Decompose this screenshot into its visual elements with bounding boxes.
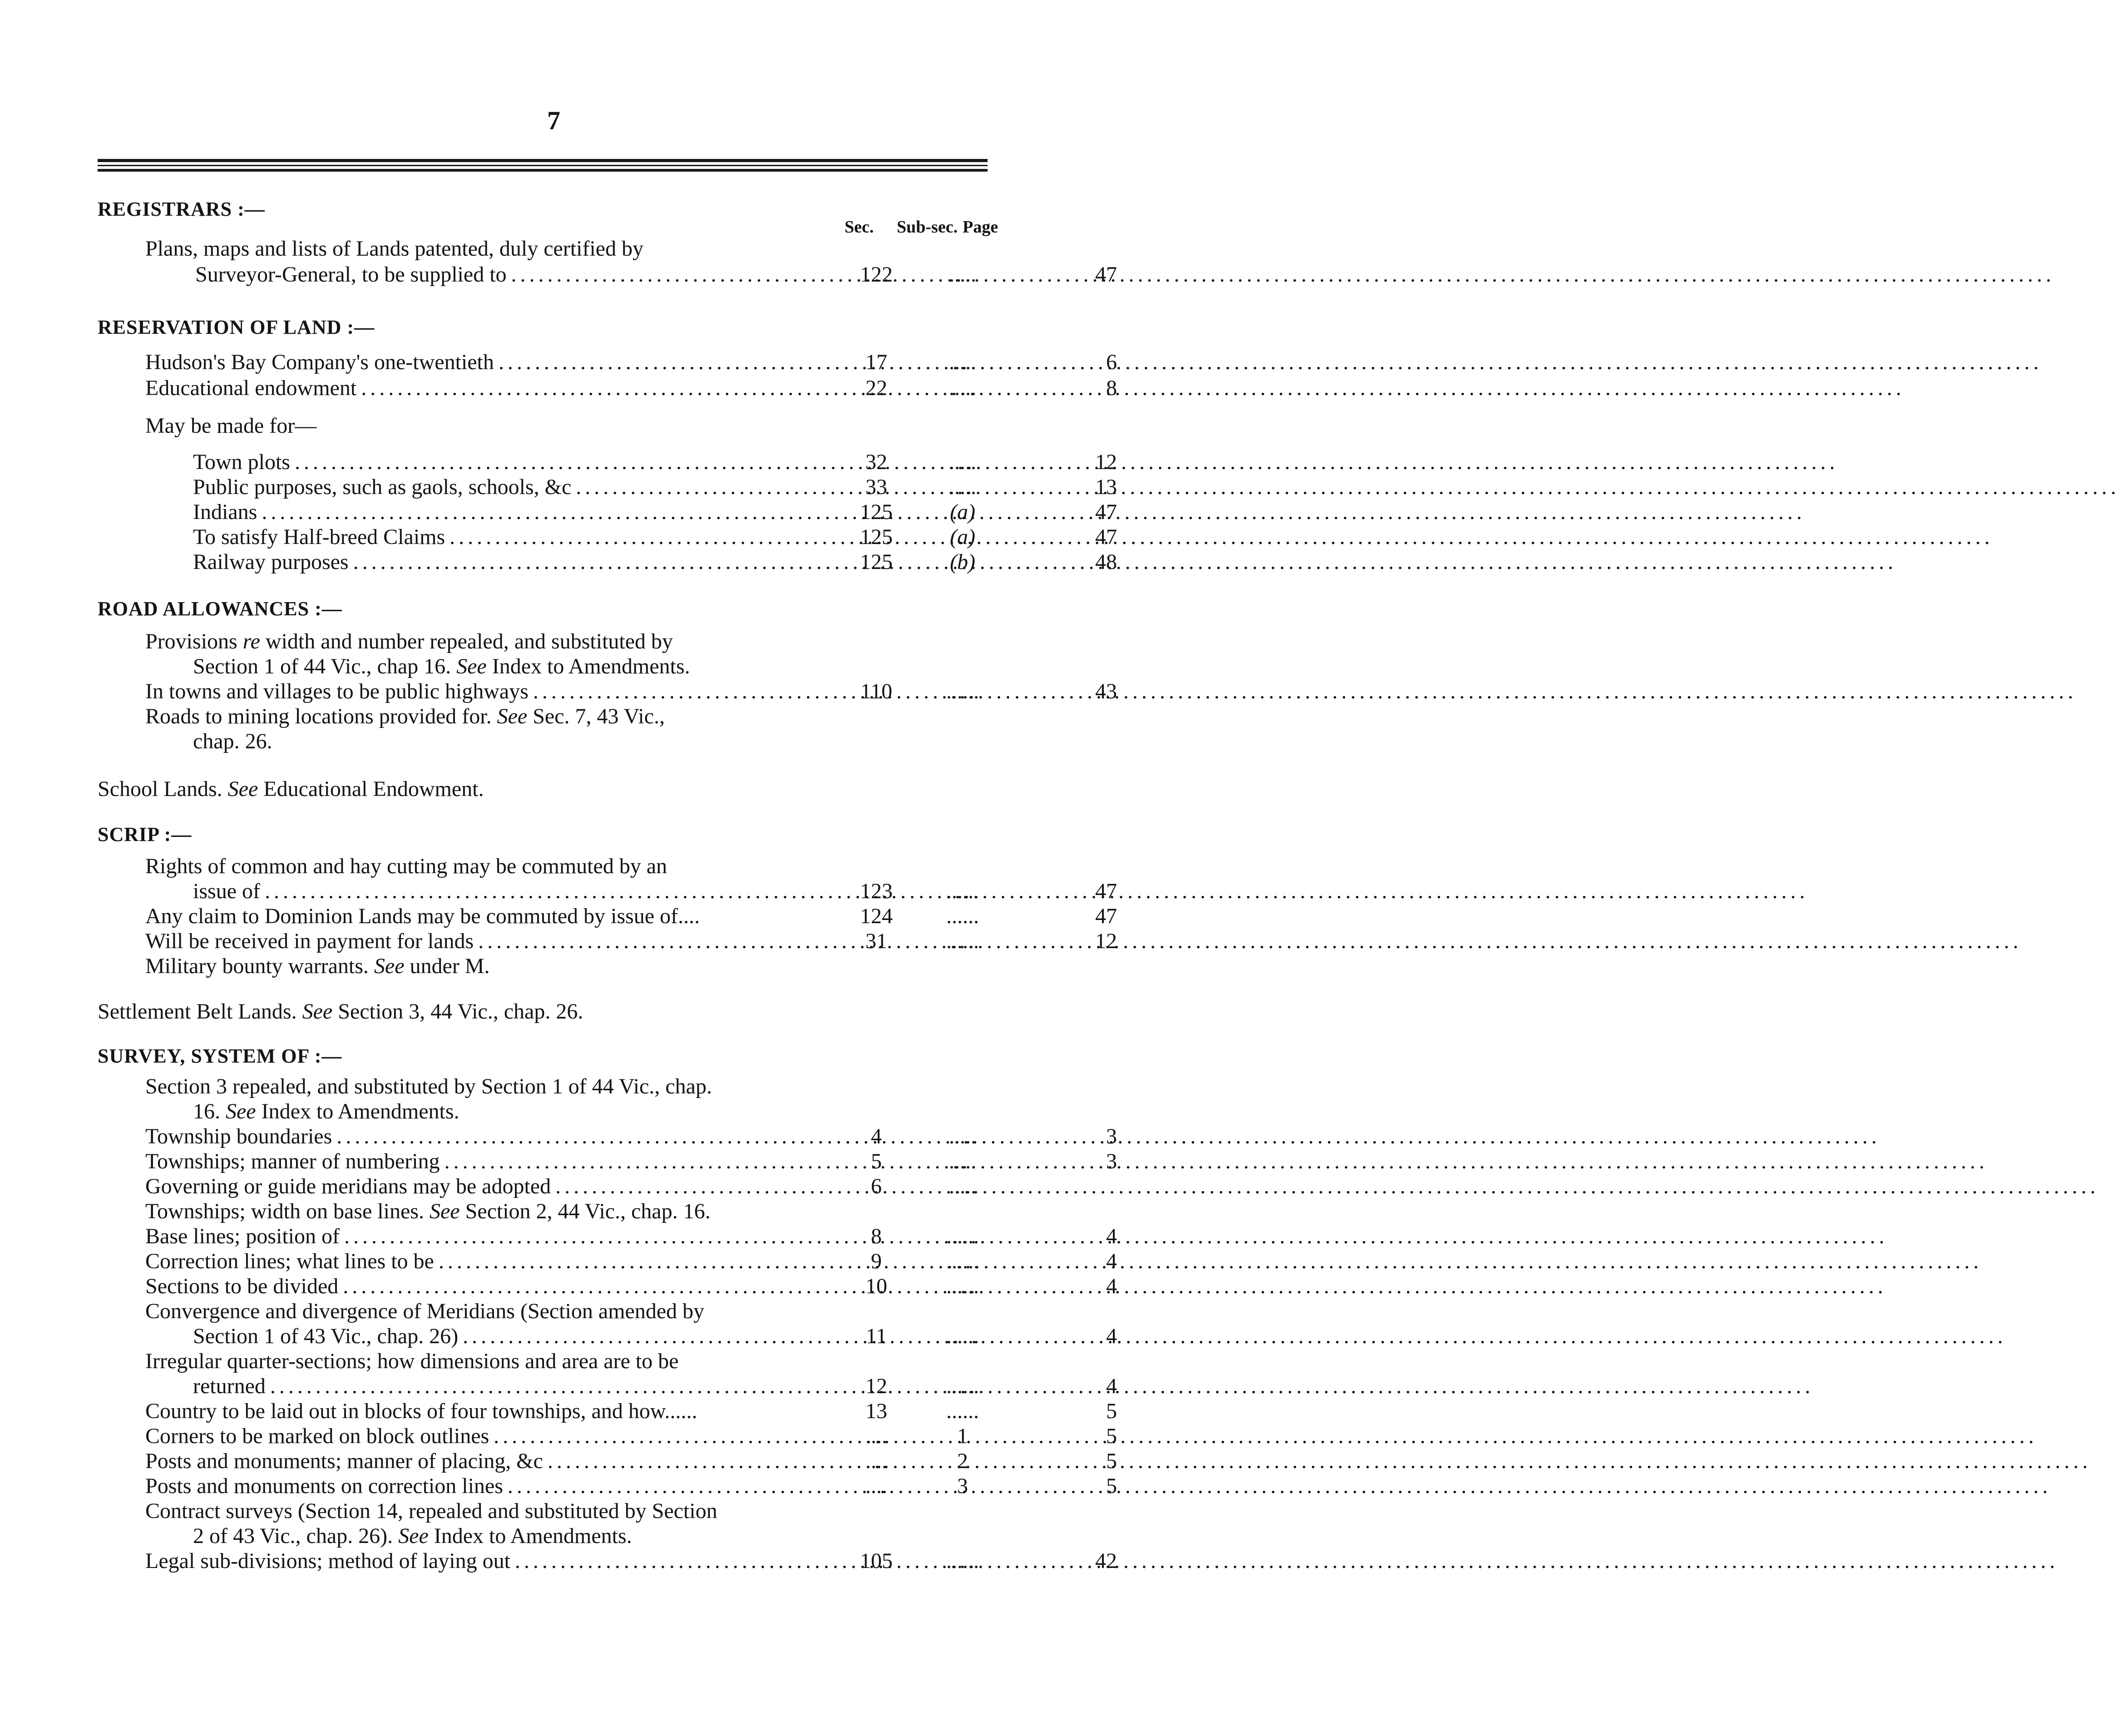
entry-page: 5: [1106, 1399, 1117, 1423]
entry-text: Governing or guide meridians may be adopted . . .: [145, 1174, 838, 1199]
may-be-made-label: May be made for—: [145, 414, 317, 438]
entry-sec: 6: [871, 1174, 882, 1198]
entry-text: Township boundaries . . .: [145, 1124, 838, 1149]
entry-sub: ......: [946, 1249, 979, 1273]
entry-sub: ......: [946, 679, 979, 703]
entry-sub: .....: [949, 350, 976, 374]
entry-sub: ......: [946, 1399, 979, 1423]
col-subsec-header: Sub-sec.: [897, 218, 958, 237]
entry-text: To satisfy Half-breed Claims . . .: [193, 524, 838, 549]
text: Sec. 7, 43 Vic.,: [527, 704, 665, 728]
entry-sub: .....: [949, 1149, 976, 1173]
entry-page: 43: [1095, 679, 1117, 703]
entry-page: 6: [1106, 350, 1117, 374]
settlement-entry: [98, 999, 583, 1024]
entry-text: Posts and monuments; manner of placing, &c . . .: [145, 1449, 838, 1474]
survey-heading: SURVEY, SYSTEM OF :—: [98, 1045, 342, 1067]
col-sec-header: Sec.: [845, 218, 874, 237]
entry-sec: ....: [865, 1424, 887, 1448]
text: Section 1 of 44 Vic., chap 16.: [193, 654, 457, 678]
entry-page: 12: [1095, 450, 1117, 474]
registrars-heading: REGISTRARS :—: [98, 198, 265, 220]
road-mining-line2: chap. 26.: [193, 729, 272, 753]
page-number: 7: [547, 106, 560, 135]
entry-page: 4: [1106, 1274, 1117, 1298]
entry-page: 12: [1095, 929, 1117, 953]
entry-sub: ......: [946, 1274, 979, 1298]
entry-text: Will be received in payment for lands . . .: [145, 929, 838, 954]
entry-page: 4: [1106, 1249, 1117, 1273]
rule-top: [98, 159, 988, 162]
entry-sec: 33: [865, 475, 887, 499]
entry-page: 42: [1095, 1549, 1117, 1573]
entry-page: 48: [1095, 550, 1117, 574]
text-italic: See: [374, 954, 405, 978]
entry-sec: 13: [865, 1399, 887, 1423]
entry-text: Legal sub-divisions; method of laying out . . .: [145, 1548, 838, 1573]
entry-sub: 1: [957, 1424, 968, 1448]
entry-page: 47: [1095, 262, 1117, 287]
survey-sec3-line1: Section 3 repealed, and substituted by Section 1 of 44 Vic., chap.: [145, 1074, 712, 1098]
road-provisions-line1: [145, 629, 673, 654]
entry-sec: 8: [871, 1224, 882, 1248]
entry-sec: 123: [860, 879, 893, 903]
entry-page: 47: [1095, 525, 1117, 549]
entry-text: Correction lines; what lines to be . . .: [145, 1249, 838, 1274]
school-lands-entry: [98, 777, 484, 801]
entry-page: 47: [1095, 879, 1117, 903]
text: Educational Endowment.: [258, 777, 484, 801]
entry-page: 4: [1106, 1224, 1117, 1248]
entry-text: Sections to be divided . . .: [145, 1274, 838, 1299]
registrars-line1: Plans, maps and lists of Lands patented, duly certified by: [145, 237, 644, 261]
entry-page: 4: [1106, 1324, 1117, 1348]
text-italic: See: [302, 999, 333, 1024]
entry-text: returned . . .: [193, 1374, 838, 1399]
text-italic: See: [226, 1099, 256, 1123]
entry-sec: 31: [865, 929, 887, 953]
entry-sub: .....: [949, 475, 976, 499]
entry-sec: ....: [865, 1449, 887, 1473]
road-allowances-heading: ROAD ALLOWANCES :—: [98, 598, 342, 620]
text: Section 2, 44 Vic., chap. 16.: [460, 1199, 711, 1223]
text-italic: re: [242, 629, 260, 653]
text: 2 of 43 Vic., chap. 26).: [193, 1524, 399, 1548]
entry-sub: ......: [946, 1224, 979, 1248]
entry-text: Surveyor-General, to be supplied to . . .: [195, 262, 838, 287]
entry-page: 3: [1106, 1149, 1117, 1173]
entry-sec: 110: [860, 679, 893, 703]
survey-irregular-line1: Irregular quarter-sections; how dimensions and area are to be: [145, 1349, 679, 1373]
entry-sec: 12: [865, 1374, 887, 1398]
entry-sub: ......: [946, 1549, 979, 1573]
entry-text: Hudson's Bay Company's one-twentieth . . .: [145, 350, 838, 375]
entry-sec: 125: [860, 525, 893, 549]
text: 16.: [193, 1099, 226, 1123]
road-provisions-line2: [193, 654, 690, 679]
col-page-header: Page: [963, 218, 998, 237]
entry-page: 4: [1106, 1374, 1117, 1398]
survey-width-entry: [145, 1199, 711, 1224]
entry-text: Corners to be marked on block outlines . . .: [145, 1424, 838, 1449]
scrip-rights-line1: Rights of common and hay cutting may be commuted by an: [145, 854, 667, 878]
text-italic: See: [429, 1199, 460, 1223]
rule-middle: [98, 165, 988, 166]
entry-sec: 22: [865, 376, 887, 400]
entry-sub: ......: [946, 879, 979, 903]
entry-text: issue of . . .: [193, 879, 838, 904]
entry-sec: 17: [865, 350, 887, 374]
survey-contract-line1: Contract surveys (Section 14, repealed and substituted by Section: [145, 1499, 717, 1523]
entry-sub: 2: [957, 1449, 968, 1473]
entry-text: Indians . . .: [193, 500, 838, 524]
text-italic: See: [398, 1524, 429, 1548]
entry-sec: 9: [871, 1249, 882, 1273]
text: Military bounty warrants.: [145, 954, 374, 978]
entry-page: 5: [1106, 1424, 1117, 1448]
entry-text: Posts and monuments on correction lines . . .: [145, 1474, 838, 1499]
entry-sec: 5: [871, 1149, 882, 1173]
entry-sub: .....: [949, 262, 976, 287]
road-mining-line1: [145, 704, 665, 729]
entry-sub: (b): [950, 550, 975, 574]
entry-sec: 122: [860, 262, 893, 287]
entry-text: Railway purposes . . .: [193, 549, 838, 574]
entry-page: 5: [1106, 1474, 1117, 1498]
entry-sec: 105: [860, 1549, 893, 1573]
text: under M.: [404, 954, 490, 978]
text: Section 3, 44 Vic., chap. 26.: [332, 999, 583, 1024]
entry-sub: ......: [946, 1324, 979, 1348]
entry-sec: 11: [865, 1324, 887, 1348]
text: Index to Amendments.: [256, 1099, 460, 1123]
entry-page: 13: [1095, 475, 1117, 499]
entry-text: Any claim to Dominion Lands may be commuted by issue of....: [145, 904, 700, 928]
entry-sec: ....: [865, 1474, 887, 1498]
entry-page: 5: [1106, 1449, 1117, 1473]
entry-text: Townships; manner of numbering . . .: [145, 1149, 838, 1174]
text: Index to Amendments.: [486, 654, 690, 678]
text: Index to Amendments.: [428, 1524, 632, 1548]
reservation-heading: RESERVATION OF LAND :—: [98, 316, 375, 338]
entry-sub: .....: [949, 450, 976, 474]
entry-text: Town plots . . .: [193, 450, 838, 475]
entry-text: Country to be laid out in blocks of four townships, and how......: [145, 1399, 697, 1423]
entry-sec: 125: [860, 500, 893, 524]
text-italic: See: [456, 654, 487, 678]
entry-sub: ......: [946, 1374, 979, 1398]
entry-sec: 125: [860, 550, 893, 574]
text: Roads to mining locations provided for.: [145, 704, 497, 728]
entry-sec: 4: [871, 1124, 882, 1148]
entry-page: 47: [1095, 500, 1117, 524]
scrip-military: [145, 954, 489, 979]
entry-text: Public purposes, such as gaols, schools, &c . . .: [193, 475, 838, 500]
entry-sec: 32: [865, 450, 887, 474]
text-italic: See: [227, 777, 258, 801]
scrip-heading: SCRIP :—: [98, 823, 192, 846]
entry-text: Section 1 of 43 Vic., chap. 26) . . .: [193, 1324, 838, 1349]
text: Settlement Belt Lands.: [98, 999, 302, 1024]
survey-sec3-line2: [193, 1099, 460, 1124]
text: School Lands.: [98, 777, 228, 801]
entry-sec: 124: [860, 904, 893, 928]
entry-sub: (a): [950, 500, 975, 524]
entry-sub: (a): [950, 525, 975, 549]
entry-text: Base lines; position of . . .: [145, 1224, 838, 1249]
entry-page: 3: [1106, 1124, 1117, 1148]
entry-page: 8: [1106, 376, 1117, 400]
entry-text: Educational endowment . . .: [145, 376, 838, 401]
text: Provisions: [145, 629, 243, 653]
entry-sub: .....: [949, 1124, 976, 1148]
entry-sec: 10: [865, 1274, 887, 1298]
entry-page: 47: [1095, 904, 1117, 928]
entry-sub: ......: [946, 904, 979, 928]
entry-sub: 3: [957, 1474, 968, 1498]
survey-convergence-line1: Convergence and divergence of Meridians (Section amended by: [145, 1299, 705, 1323]
survey-contract-line2: [193, 1523, 632, 1548]
entry-text: In towns and villages to be public highways . . .: [145, 679, 838, 704]
text: width and number repealed, and substituted by: [260, 629, 673, 653]
text: Townships; width on base lines.: [145, 1199, 430, 1223]
entry-sub: ......: [946, 929, 979, 953]
rule-bottom: [98, 169, 988, 172]
text-italic: See: [497, 704, 528, 728]
entry-sub: .....: [949, 376, 976, 400]
entry-sub: .....: [949, 1174, 976, 1198]
